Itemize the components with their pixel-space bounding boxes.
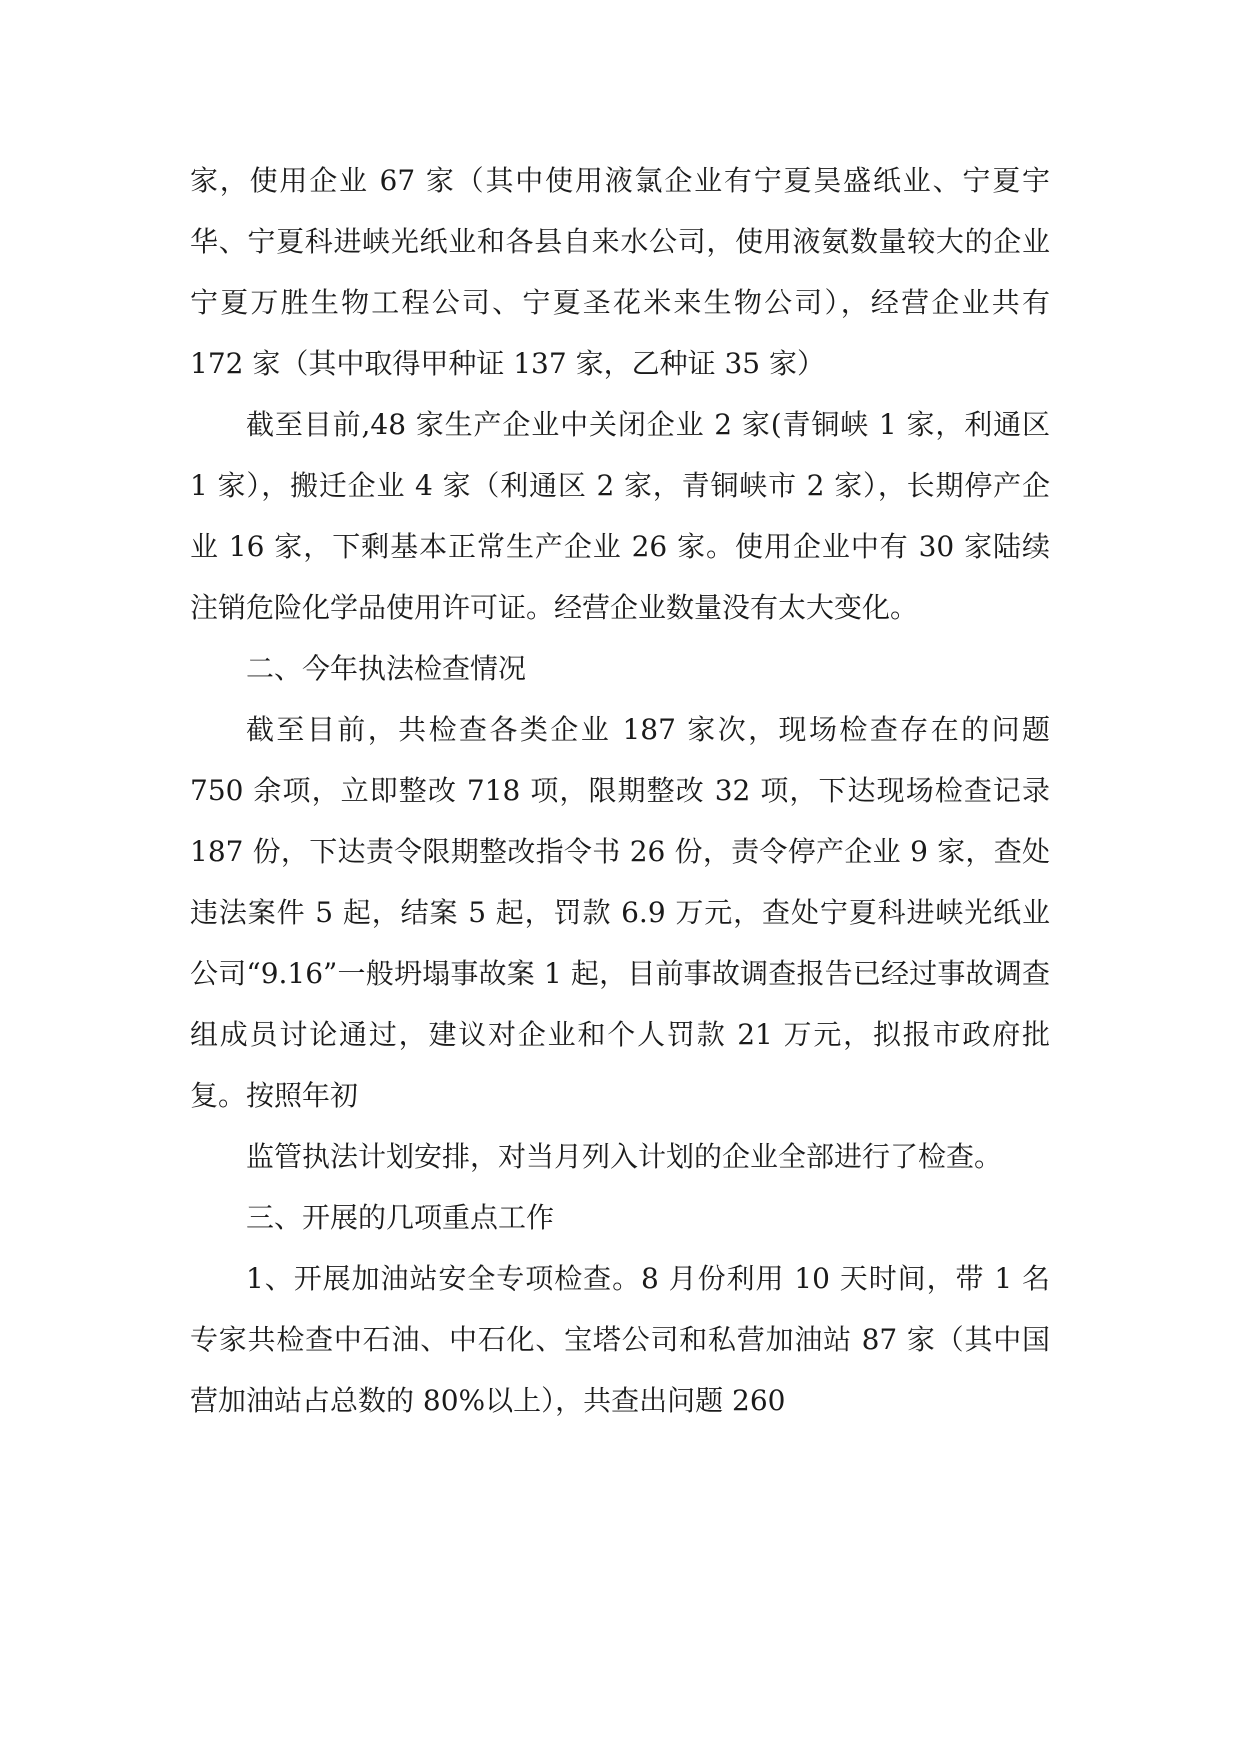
document-page — [190, 150, 1050, 1431]
section-heading-2: 二、今年执法检查情况 — [246, 652, 527, 685]
section-heading-3: 三、开展的几项重点工作 — [246, 1201, 555, 1234]
paragraph-5: 1、开展加油站安全专项检查。8 月份利用 10 天时间，带 1 名专家共检查中石油、中石化、宝塔公司和私营加油站 87 家（其中国营加油站占总数的 80%以上），共查出问题 260 — [190, 1262, 1050, 1417]
paragraph-3: 截至目前，共检查各类企业 187 家次，现场检查存在的问题 750 余项，立即整改 718 项，限期整改 32 项，下达现场检查记录 187 份，下达责令限期整改指令书 26 份，责令停产企业 9 家，查处违法案件 5 起，结案 5 起，罚款 6.9 万元，查处宁夏科进峡光纸业公司“9.16”一般坍塌事故案 1 起，目前事故调查报告已经过事故调查组成员讨论通过，建议对企业和个人罚款 21 万元，拟报市政府批复。按照年初 — [190, 713, 1050, 1112]
paragraph-2: 截至目前,48 家生产企业中关闭企业 2 家(青铜峡 1 家，利通区 1 家），搬迁企业 4 家（利通区 2 家，青铜峡市 2 家），长期停产企业 16 家，下剩基本正常生产企业 26 家。使用企业中有 30 家陆续注销危险化学品使用许可证。经营企业数量没有太大变化。 — [190, 408, 1050, 624]
paragraph-4: 监管执法计划安排，对当月列入计划的企业全部进行了检查。 — [246, 1140, 1003, 1173]
paragraph-1: 家，使用企业 67 家（其中使用液氯企业有宁夏昊盛纸业、宁夏宇华、宁夏科进峡光纸业和各县自来水公司，使用液氨数量较大的企业宁夏万胜生物工程公司、宁夏圣花米来生物公司），经营企业共有 172 家（其中取得甲种证 137 家，乙种证 35 家） — [190, 164, 1050, 380]
